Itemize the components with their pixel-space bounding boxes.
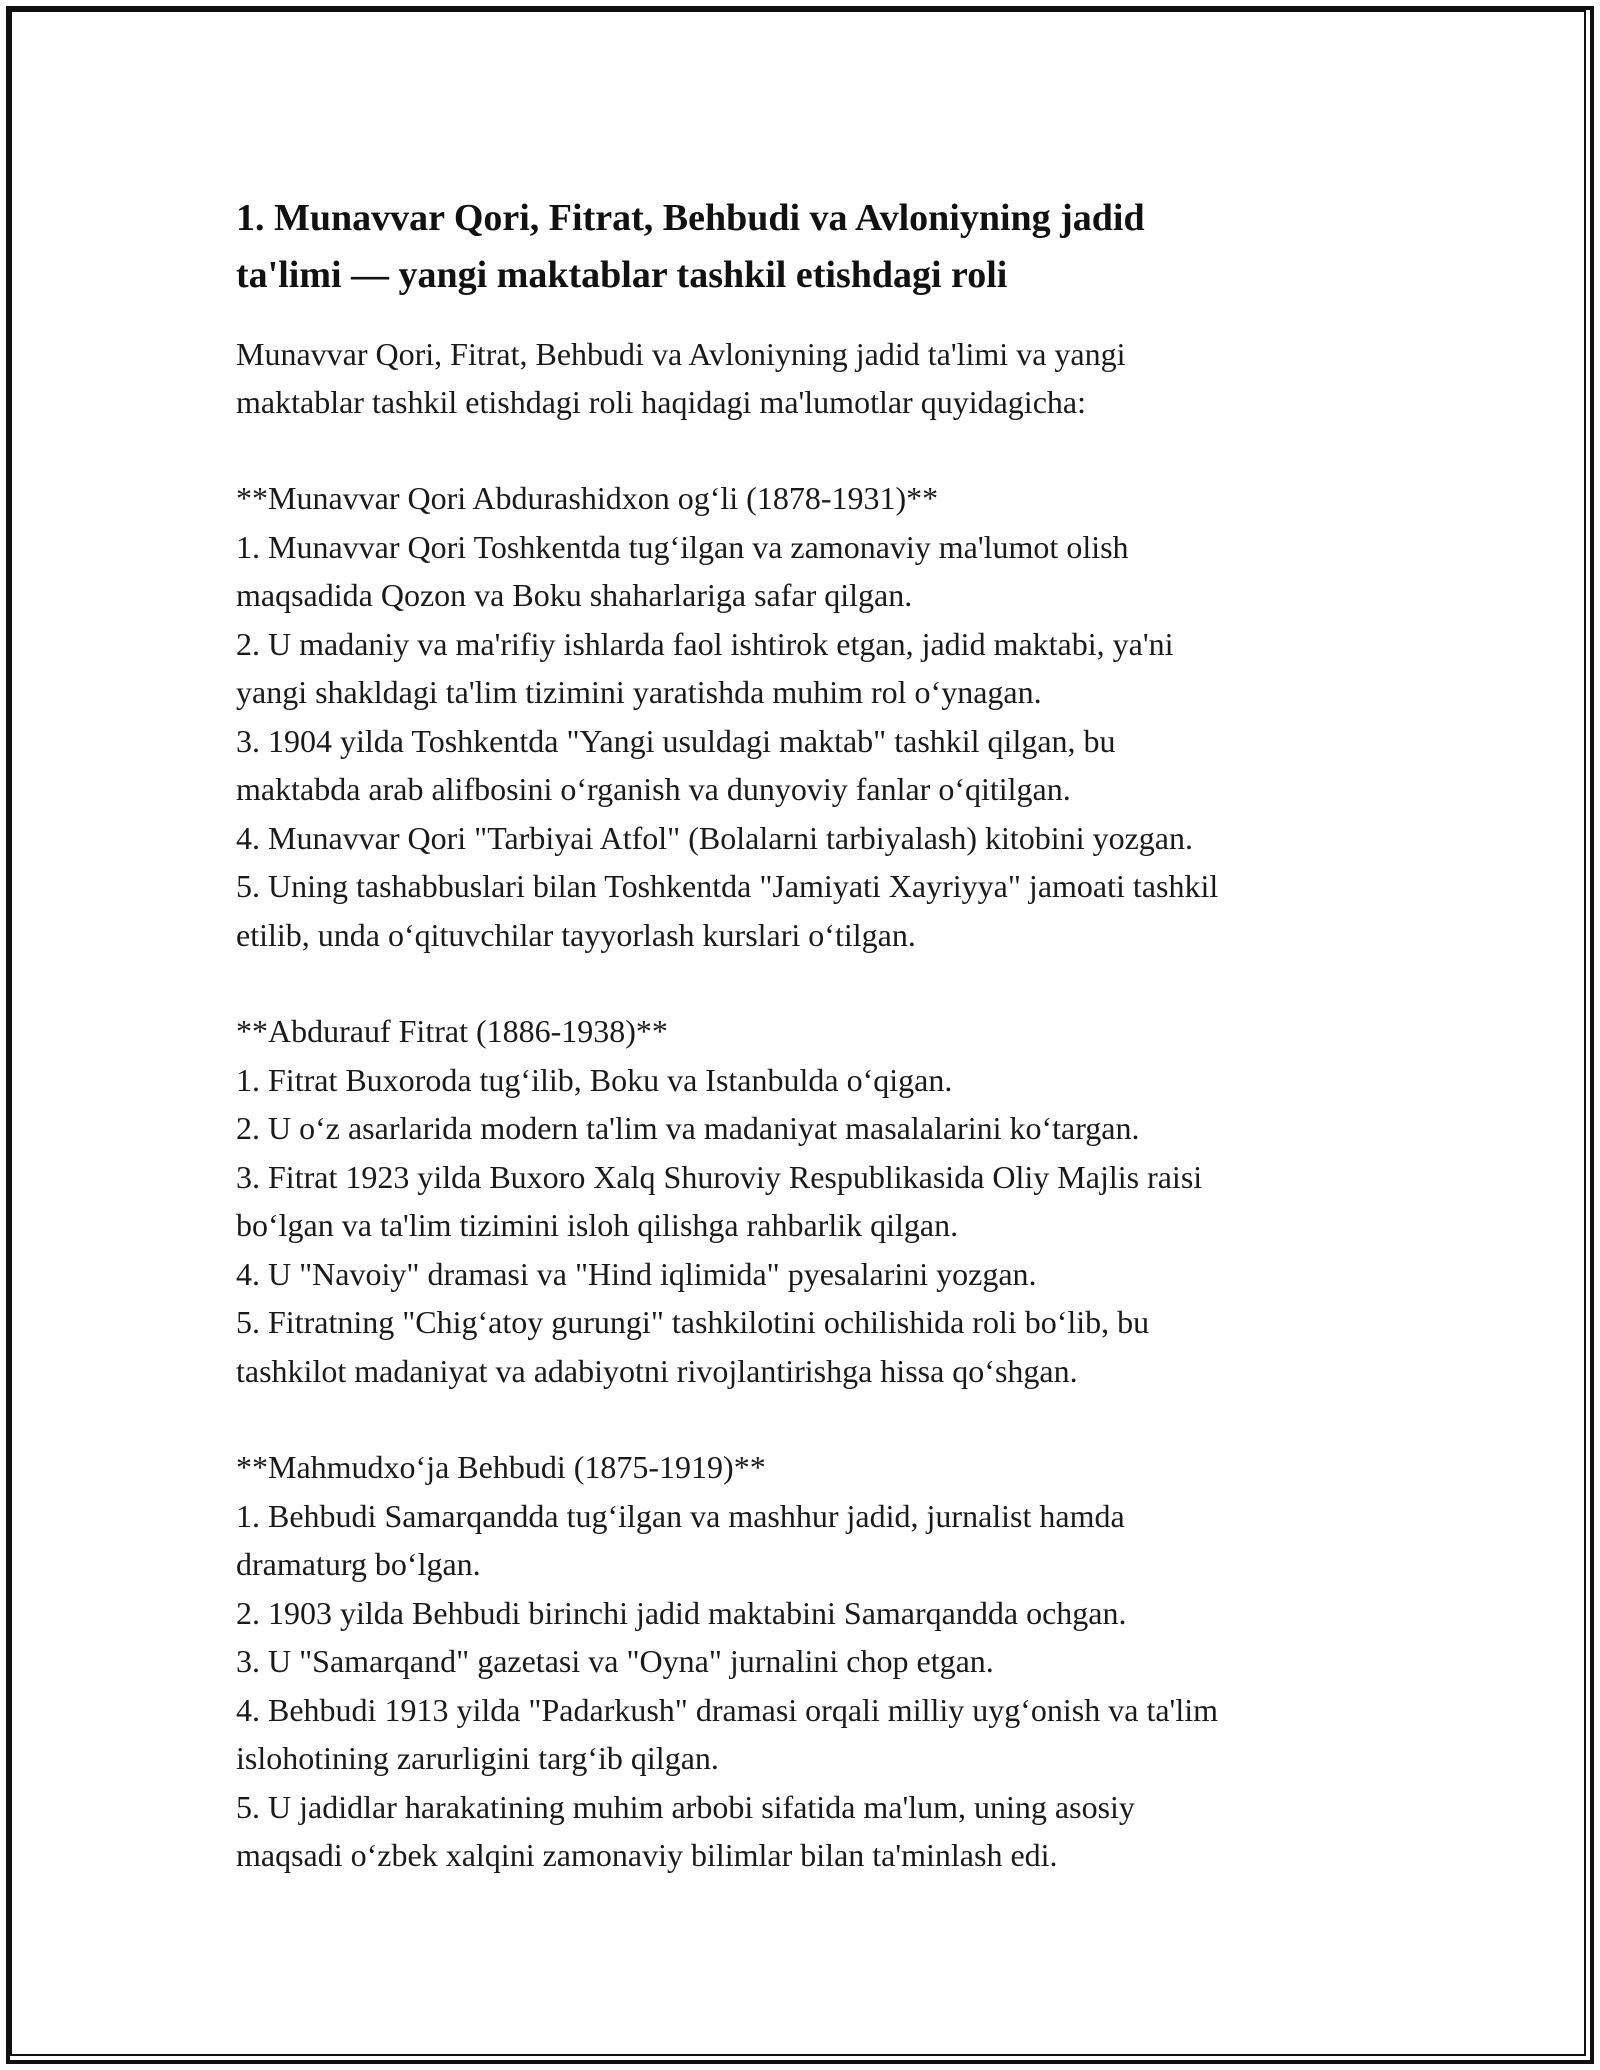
text-line: maktabda arab alifbosini o‘rganish va dunyoviy fanlar o‘qitilgan. [236, 771, 1071, 807]
text-line: 3. 1904 yilda Toshkentda "Yangi usuldagi maktab" tashkil qilgan, bu [236, 722, 1116, 759]
section-heading: **Mahmudxo‘ja Behbudi (1875-1919)** [236, 1449, 766, 1485]
section-fitrat [236, 1007, 1386, 1395]
text-line: 5. Fitratning "Chig‘atoy gurungi" tashkilotini ochilishida roli bo‘lib, bu [236, 1304, 1150, 1340]
text-line: 1. Behbudi Samarqandda tug‘ilgan va mashhur jadid, jurnalist hamda [236, 1497, 1125, 1534]
text-line: 4. U "Navoiy" dramasi va "Hind iqlimida" pyesalarini yozgan. [236, 1255, 1037, 1292]
section-heading: **Munavvar Qori Abdurashidxon og‘li (1878-1931)** [236, 480, 939, 516]
text-line: 1. Fitrat Buxoroda tug‘ilib, Boku va Istanbulda o‘qigan. [236, 1061, 953, 1098]
text-line: 5. U jadidlar harakatining muhim arbobi sifatida ma'lum, uning asosiy [236, 1788, 1135, 1825]
text-line: islohotining zarurligini targ‘ib qilgan. [236, 1740, 719, 1776]
document-body [236, 190, 1386, 1880]
text-line: 2. U o‘z asarlarida modern ta'lim va madaniyat masalalarini ko‘targan. [236, 1110, 1140, 1146]
text-line: 4. Behbudi 1913 yilda "Padarkush" dramasi orqali milliy uyg‘onish va ta'lim [236, 1691, 1218, 1728]
section-heading: **Abdurauf Fitrat (1886-1938)** [236, 1013, 668, 1049]
document-title [236, 190, 1386, 304]
text-line: 2. 1903 yilda Behbudi birinchi jadid maktabini Samarqandda ochgan. [236, 1594, 1127, 1631]
text-line: 4. Munavvar Qori "Tarbiyai Atfol" (Bolalarni tarbiyalash) kitobini yozgan. [236, 819, 1193, 856]
text-line: maqsadi o‘zbek xalqini zamonaviy bilimlar bilan ta'minlash edi. [236, 1837, 1058, 1873]
text-line: etilib, unda o‘qituvchilar tayyorlash kurslari o‘tilgan. [236, 916, 916, 953]
text-line: 3. Fitrat 1923 yilda Buxoro Xalq Shuroviy Respublikasida Oliy Majlis raisi [236, 1158, 1203, 1195]
title-line: 1. Munavvar Qori, Fitrat, Behbudi va Avloniyning jadid [236, 197, 1145, 239]
intro-line: maktablar tashkil etishdagi roli haqidagi ma'lumotlar quyidagicha: [236, 384, 1086, 420]
text-line: 5. Uning tashabbuslari bilan Toshkentda "Jamiyati Xayriyya" jamoati tashkil [236, 868, 1219, 904]
intro-paragraph [236, 330, 1386, 426]
text-line: maqsadida Qozon va Boku shaharlariga safar qilgan. [236, 577, 913, 613]
intro-line: Munavvar Qori, Fitrat, Behbudi va Avloniyning jadid ta'limi va yangi [236, 336, 1126, 372]
text-line: bo‘lgan va ta'lim tizimini isloh qilishga rahbarlik qilgan. [236, 1207, 959, 1243]
text-line: dramaturg bo‘lgan. [236, 1546, 481, 1582]
text-line: 1. Munavvar Qori Toshkentda tug‘ilgan va zamonaviy ma'lumot olish [236, 528, 1129, 565]
section-munavvar-qori [236, 474, 1386, 959]
text-line: yangi shakldagi ta'lim tizimini yaratishda muhim rol o‘ynagan. [236, 674, 1042, 710]
text-line: tashkilot madaniyat va adabiyotni rivojlantirishga hissa qo‘shgan. [236, 1352, 1078, 1389]
text-line: 3. U "Samarqand" gazetasi va "Oyna" jurnalini chop etgan. [236, 1643, 994, 1679]
text-line: 2. U madaniy va ma'rifiy ishlarda faol ishtirok etgan, jadid maktabi, ya'ni [236, 625, 1174, 662]
section-behbudi [236, 1443, 1386, 1880]
title-line: ta'limi — yangi maktablar tashkil etishdagi roli [236, 254, 1008, 296]
